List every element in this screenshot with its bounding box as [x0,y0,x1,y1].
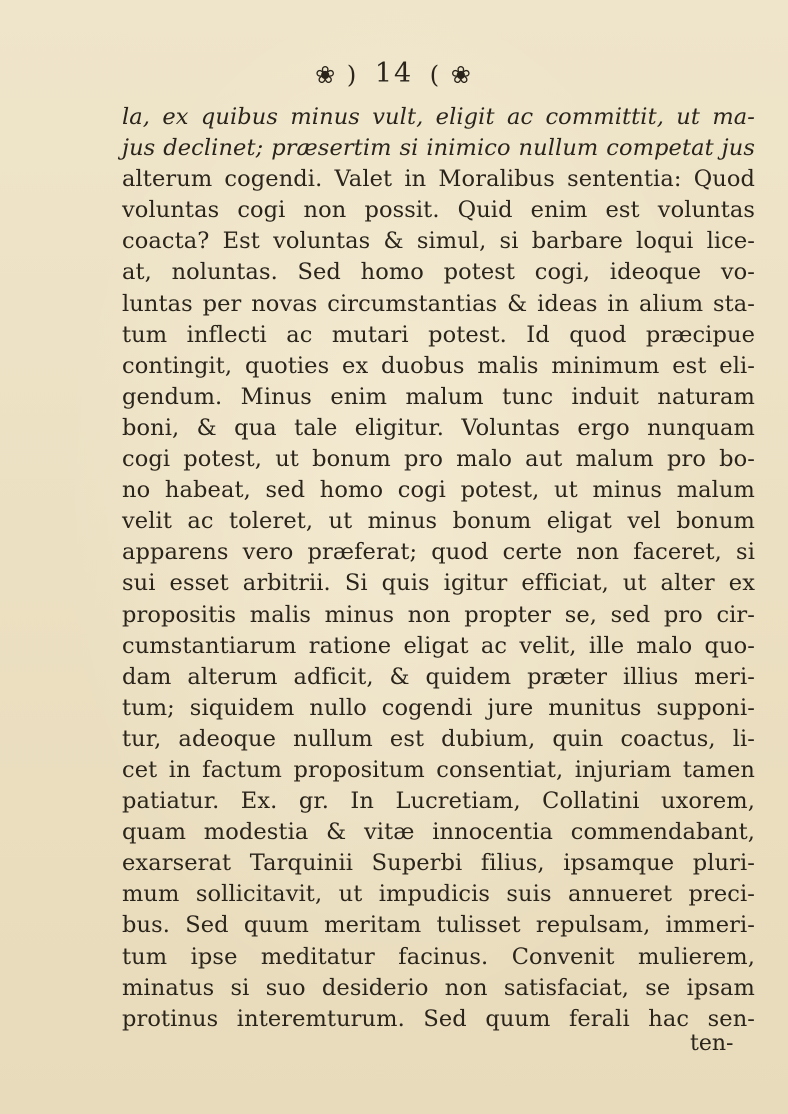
left-ornament: ❀ ) [315,60,359,89]
text-line: tum ipse meditatur facinus. Convenit mulierem, [122,943,755,970]
text-line: tur, adeoque nullum est dubium, quin coactus, li- [122,725,755,752]
text-line: bus. Sed quum meritam tulisset repulsam, immeri- [122,912,755,939]
text-line: voluntas cogi non possit. Quid enim est voluntas [122,197,755,224]
text-line: boni, & qua tale eligitur. Voluntas ergo nunquam [122,414,755,441]
running-header [0,58,788,89]
text-line: jus declinet; præsertim si inimico nullum competat jus [122,135,755,162]
text-line: tum inflecti ac mutari potest. Id quod præcipue [122,321,755,348]
text-line: sui esset arbitrii. Si quis igitur efficiat, ut alter ex [122,570,755,597]
catchword: ten- [690,1031,734,1056]
text-line: gendum. Minus enim malum tunc induit naturam [122,383,755,410]
text-line: tum; siquidem nullo cogendi jure munitus supponi- [122,694,755,721]
text-line: no habeat, sed homo cogi potest, ut minus malum [122,477,755,504]
text-line: contingit, quoties ex duobus malis minimum est eli- [122,352,755,379]
text-line: apparens vero præferat; quod certe non faceret, si [122,539,755,566]
text-line: cet in factum propositum consentiat, injuriam tamen [122,756,755,783]
text-line: luntas per novas circumstantias & ideas in alium sta- [122,290,755,317]
text-line: dam alterum adficit, & quidem præter illius meri- [122,663,755,690]
text-line: propositis malis minus non propter se, sed pro cir- [122,601,755,628]
text-line: exarserat Tarquinii Superbi filius, ipsamque pluri- [122,850,755,877]
text-line: coacta? Est voluntas & simul, si barbare loqui lice- [122,228,755,255]
text-line: cogi potest, ut bonum pro malo aut malum pro bo- [122,446,755,473]
text-body [122,102,755,1035]
text-line: alterum cogendi. Valet in Moralibus sententia: Quod [122,166,755,193]
text-line: protinus interemturum. Sed quum ferali hac sen- [122,1005,755,1032]
text-line: la, ex quibus minus vult, eligit ac committit, ut ma- [122,104,755,130]
right-ornament: ( ❀ [429,60,473,89]
text-line: mum sollicitavit, ut impudicis suis annueret preci- [122,881,755,908]
text-line: patiatur. Ex. gr. In Lucretiam, Collatini uxorem, [122,788,755,815]
text-line: cumstantiarum ratione eligat ac velit, ille malo quo- [122,632,755,659]
page-number: 14 [374,58,414,89]
text-line: velit ac toleret, ut minus bonum eligat vel bonum [122,508,755,535]
text-line: at, noluntas. Sed homo potest cogi, ideoque vo- [122,259,755,286]
text-line: minatus si suo desiderio non satisfaciat, se ipsam [122,974,755,1001]
text-line: quam modestia & vitæ innocentia commendabant, [122,819,755,846]
